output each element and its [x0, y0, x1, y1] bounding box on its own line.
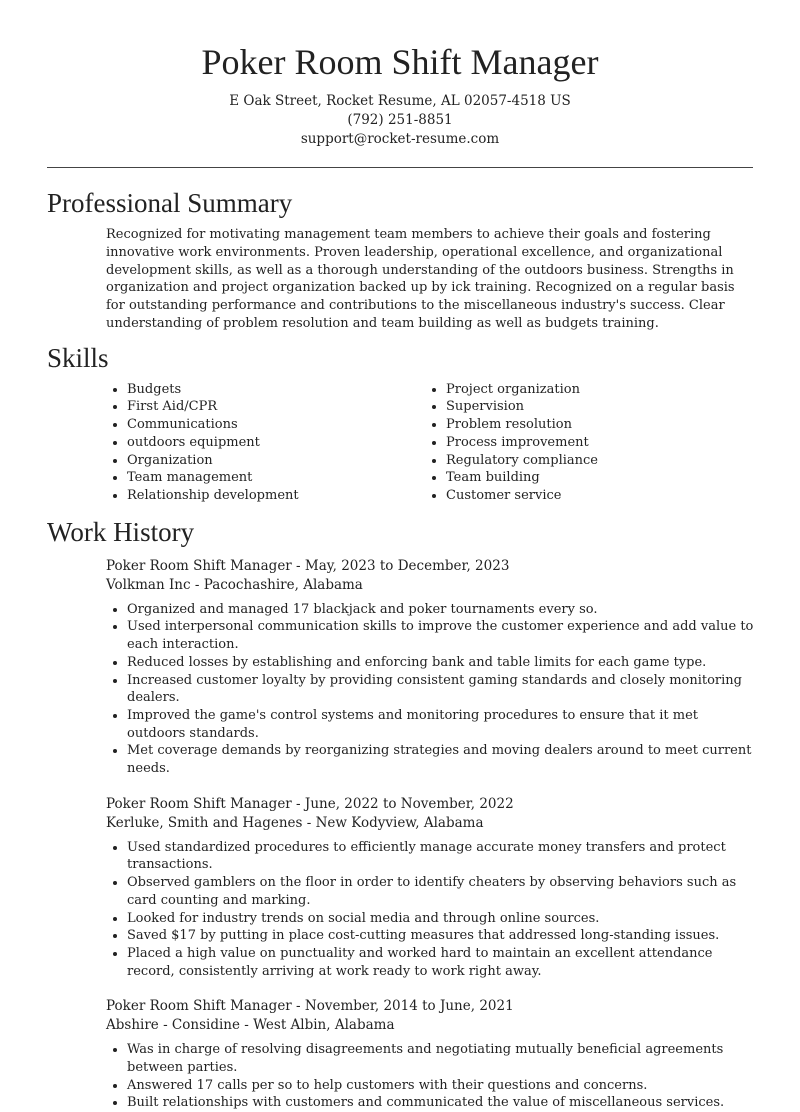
skill-item: • Process improvement — [446, 434, 598, 452]
job-company-line: Abshire - Considine - West Albin, Alabama — [106, 1017, 395, 1034]
skill-item: • outdoors equipment — [127, 434, 425, 452]
job-location: New Kodyview, Alabama — [315, 814, 484, 831]
skill-item: • Communications — [127, 416, 425, 434]
job-company-line: Kerluke, Smith and Hagenes - New Kodyview, Alabama — [106, 814, 484, 831]
job-company: Abshire - Considine — [106, 1017, 240, 1034]
job-entry — [106, 997, 756, 1112]
candidate-name: Poker Room Shift Manager — [201, 42, 599, 82]
summary-section — [0, 186, 800, 333]
job-title-line: Poker Room Shift Manager - May, 2023 to December, 2023 — [106, 557, 510, 574]
job-location: West Albin, Alabama — [253, 1017, 395, 1034]
job-company: Volkman Inc — [106, 576, 191, 593]
job-bullet: • Observed gamblers on the floor in order to identify cheaters by observing behaviors such as card counting and marking. — [127, 874, 756, 909]
job-title-line: Poker Room Shift Manager - June, 2022 to November, 2022 — [106, 795, 514, 812]
skill-item: • Project organization — [446, 381, 598, 399]
job-bullet: • Used interpersonal communication skills to improve the customer experience and add value to each interaction. — [127, 618, 756, 653]
phone: (792) 251-8851 — [347, 112, 453, 128]
job-bullet: • Met coverage demands by reorganizing strategies and moving dealers around to meet current needs. — [127, 742, 756, 777]
job-bullet: • Built relationships with customers and communicated the value of miscellaneous services. — [127, 1094, 756, 1112]
job-company-line: Volkman Inc - Pacochashire, Alabama — [106, 576, 363, 593]
skill-item: • Regulatory compliance — [446, 452, 598, 470]
skill-item: • Team management — [127, 469, 425, 487]
skill-item: • Supervision — [446, 398, 598, 416]
job-bullets — [106, 601, 756, 778]
work-history-section — [0, 515, 800, 1112]
skills-section — [0, 341, 800, 505]
skill-item: • Budgets — [127, 381, 425, 399]
job-company: Kerluke, Smith and Hagenes — [106, 814, 303, 831]
skills-column-1 — [106, 381, 425, 505]
job-title: Poker Room Shift Manager — [106, 795, 292, 812]
job-dates: May, 2023 to December, 2023 — [304, 557, 510, 574]
header-divider — [47, 167, 753, 168]
skill-item: • Team building — [446, 469, 598, 487]
job-bullet: • Organized and managed 17 blackjack and poker tournaments every so. — [127, 601, 756, 619]
summary-text: Recognized for motivating management team members to achieve their goals and fostering innovative work environments. Proven leadership, operational excellence, and organizational development skills, as well as a thorough understanding of the outdoors business. Strengths in organization and project organization backed up by ick training. Recognized on a regular basis for outstanding performance and contributions to the miscellaneous industry's success. Clear understanding of problem resolution and team building as well as budgets training. — [106, 227, 735, 331]
job-dates: June, 2022 to November, 2022 — [304, 795, 514, 812]
job-bullet: • Reduced losses by establishing and enforcing bank and table limits for each game type. — [127, 654, 756, 672]
skill-item: • Relationship development — [127, 487, 425, 505]
resume-header — [0, 0, 800, 149]
work-history-title: Work History — [47, 516, 195, 547]
job-title: Poker Room Shift Manager — [106, 557, 292, 574]
skill-item: • First Aid/CPR — [127, 398, 425, 416]
job-entry — [106, 795, 756, 981]
skill-item: • Problem resolution — [446, 416, 598, 434]
skills-column-2 — [425, 381, 598, 505]
skill-item: • Organization — [127, 452, 425, 470]
job-location: Pacochashire, Alabama — [203, 576, 363, 593]
job-title: Poker Room Shift Manager — [106, 998, 292, 1015]
job-bullet: • Answered 17 calls per so to help customers with their questions and concerns. — [127, 1077, 756, 1095]
skill-item: • Customer service — [446, 487, 598, 505]
contact-block — [0, 92, 800, 149]
job-bullet: • Used standardized procedures to efficiently manage accurate money transfers and protect transactions. — [127, 839, 756, 874]
email: support@rocket-resume.com — [300, 131, 500, 147]
job-bullet: • Saved $17 by putting in place cost-cutting measures that addressed long-standing issues. — [127, 927, 756, 945]
skills-columns — [106, 381, 800, 505]
job-bullets — [106, 1041, 756, 1112]
job-bullet: • Looked for industry trends on social media and through online sources. — [127, 910, 756, 928]
job-bullet: • Improved the game's control systems and monitoring procedures to ensure that it met outdoors standards. — [127, 707, 756, 742]
summary-title: Professional Summary — [47, 188, 293, 218]
job-bullets — [106, 839, 756, 981]
address: E Oak Street, Rocket Resume, AL 02057-4518 US — [229, 93, 571, 109]
job-entry — [106, 557, 756, 778]
job-bullet: • Placed a high value on punctuality and worked hard to maintain an excellent attendance record, consistently arriving at work ready to work right away. — [127, 945, 756, 980]
job-dates: November, 2014 to June, 2021 — [304, 998, 514, 1015]
skills-title: Skills — [47, 342, 109, 373]
job-bullet: • Was in charge of resolving disagreements and negotiating mutually beneficial agreements between parties. — [127, 1041, 756, 1076]
job-title-line: Poker Room Shift Manager - November, 2014 to June, 2021 — [106, 998, 514, 1015]
job-bullet: • Increased customer loyalty by providing consistent gaming standards and closely monitoring dealers. — [127, 672, 756, 707]
